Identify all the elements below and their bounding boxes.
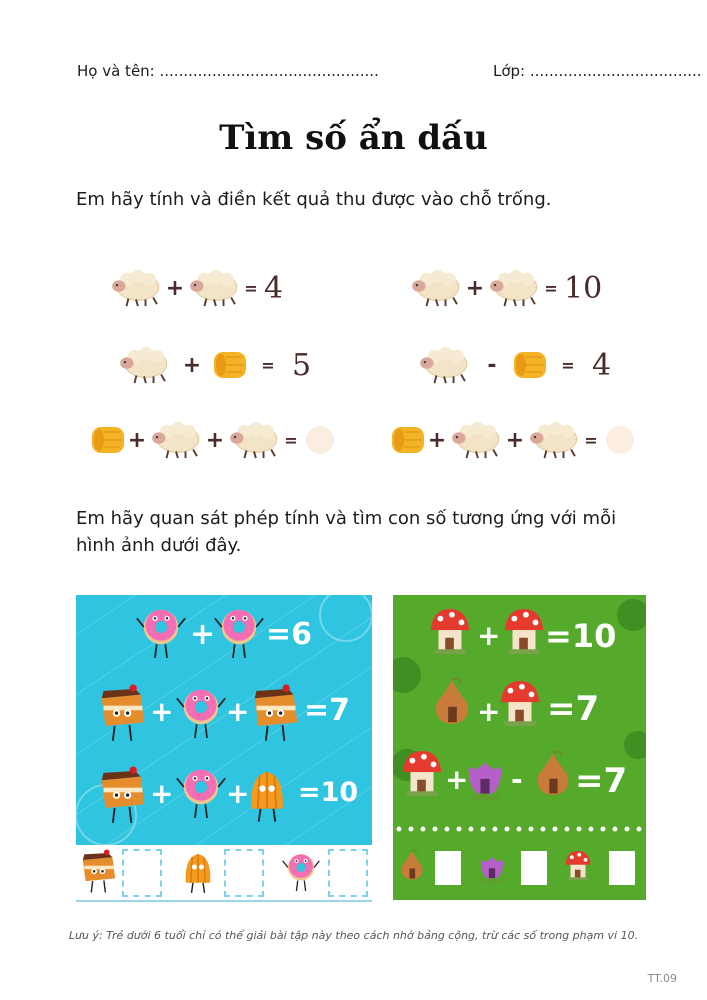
sheep-icon [486, 268, 542, 308]
result-value: =7 [304, 693, 351, 728]
equals-sign: = [544, 278, 558, 298]
donut-icon [177, 770, 225, 818]
equals-sign: = [261, 355, 275, 375]
section2-instruction: Em hãy quan sát phép tính và tìm con số tương ứng với mỗi hình ảnh dưới đây. [76, 508, 617, 556]
plus-sign: + [445, 763, 469, 796]
section1-instruction: Em hãy tính và điền kết quả thu được vào chỗ trống. [76, 189, 552, 210]
plus-sign: + [477, 619, 501, 652]
equals-sign: = [584, 430, 598, 450]
result-value: =7 [547, 689, 600, 729]
answer-blank-circle[interactable] [606, 426, 634, 454]
plus-sign: + [505, 427, 525, 453]
answer-value: 5 [292, 347, 312, 383]
hay-bale-icon [90, 425, 126, 455]
sheep-icon [148, 420, 204, 460]
sheep-icon [108, 268, 164, 308]
donut-icon [282, 849, 320, 895]
equation-6 [390, 418, 634, 462]
plus-sign: + [150, 695, 174, 728]
equals-sign: = [244, 278, 258, 298]
donut-icon [137, 610, 185, 658]
minus-sign: - [487, 352, 497, 378]
equation-4 [416, 343, 611, 387]
plus-sign: + [127, 427, 147, 453]
sheep-icon [408, 268, 464, 308]
donut-icon [215, 610, 263, 658]
name-field-label: Họ và tên: .............................................. [77, 62, 379, 80]
plus-sign: + [226, 695, 250, 728]
result-value: =10 [298, 777, 359, 808]
plus-sign: + [190, 617, 216, 652]
sheep-icon [186, 268, 242, 308]
answer-value: 4 [592, 347, 612, 383]
jelly-answer-box[interactable] [224, 849, 264, 897]
sheep-icon [416, 345, 472, 385]
minus-sign: - [511, 763, 523, 796]
cake-icon [102, 684, 145, 740]
equation-3 [116, 343, 311, 387]
page-title: Tìm số ẩn dấu [219, 118, 488, 158]
answer-value: 10 [564, 270, 603, 306]
equation-2 [408, 266, 602, 310]
cake-answer-box[interactable] [122, 849, 162, 897]
class-field-label: Lớp: .................................... [493, 62, 702, 80]
sheep-icon [448, 420, 504, 460]
plus-sign: + [205, 427, 225, 453]
hay-bale-icon [390, 425, 426, 455]
sheep-icon [116, 345, 172, 385]
pear-house-answer-box[interactable] [435, 851, 461, 885]
flower-house-answer-box[interactable] [521, 851, 547, 885]
house-puzzle-panel [393, 595, 646, 900]
plus-sign: + [465, 275, 485, 301]
hay-bale-icon [212, 350, 248, 380]
donut-answer-strip [76, 845, 372, 902]
mushroom-house-answer-box[interactable] [609, 851, 635, 885]
result-value: =7 [575, 761, 628, 801]
equation-5 [90, 418, 334, 462]
answer-value: 4 [264, 270, 284, 306]
jelly-icon [180, 849, 216, 895]
equation-1 [108, 266, 283, 310]
cake-icon [102, 766, 145, 822]
donut-icon [177, 690, 225, 738]
donut-puzzle-panel [76, 595, 372, 845]
plus-sign: + [182, 352, 202, 378]
footnote: Lưu ý: Trẻ dưới 6 tuổi chỉ có thể giải bài tập này theo cách nhớ bảng cộng, trừ các số trong phạm vi 10. [68, 929, 639, 942]
equals-sign: = [284, 430, 298, 450]
result-value: =10 [545, 617, 617, 655]
equals-sign: = [561, 355, 575, 375]
plus-sign: + [150, 777, 174, 810]
donut-answer-box[interactable] [328, 849, 368, 897]
cake-icon [80, 849, 118, 895]
cake-icon [255, 684, 298, 740]
plus-sign: + [226, 777, 250, 810]
jelly-icon [251, 772, 283, 822]
result-value: =6 [266, 617, 313, 652]
worksheet-code: TT.09 [647, 972, 677, 985]
plus-sign: + [427, 427, 447, 453]
sheep-icon [526, 420, 582, 460]
plus-sign: + [477, 695, 501, 728]
answer-blank-circle[interactable] [306, 426, 334, 454]
hay-bale-icon [512, 350, 548, 380]
sheep-icon [226, 420, 282, 460]
plus-sign: + [165, 275, 185, 301]
